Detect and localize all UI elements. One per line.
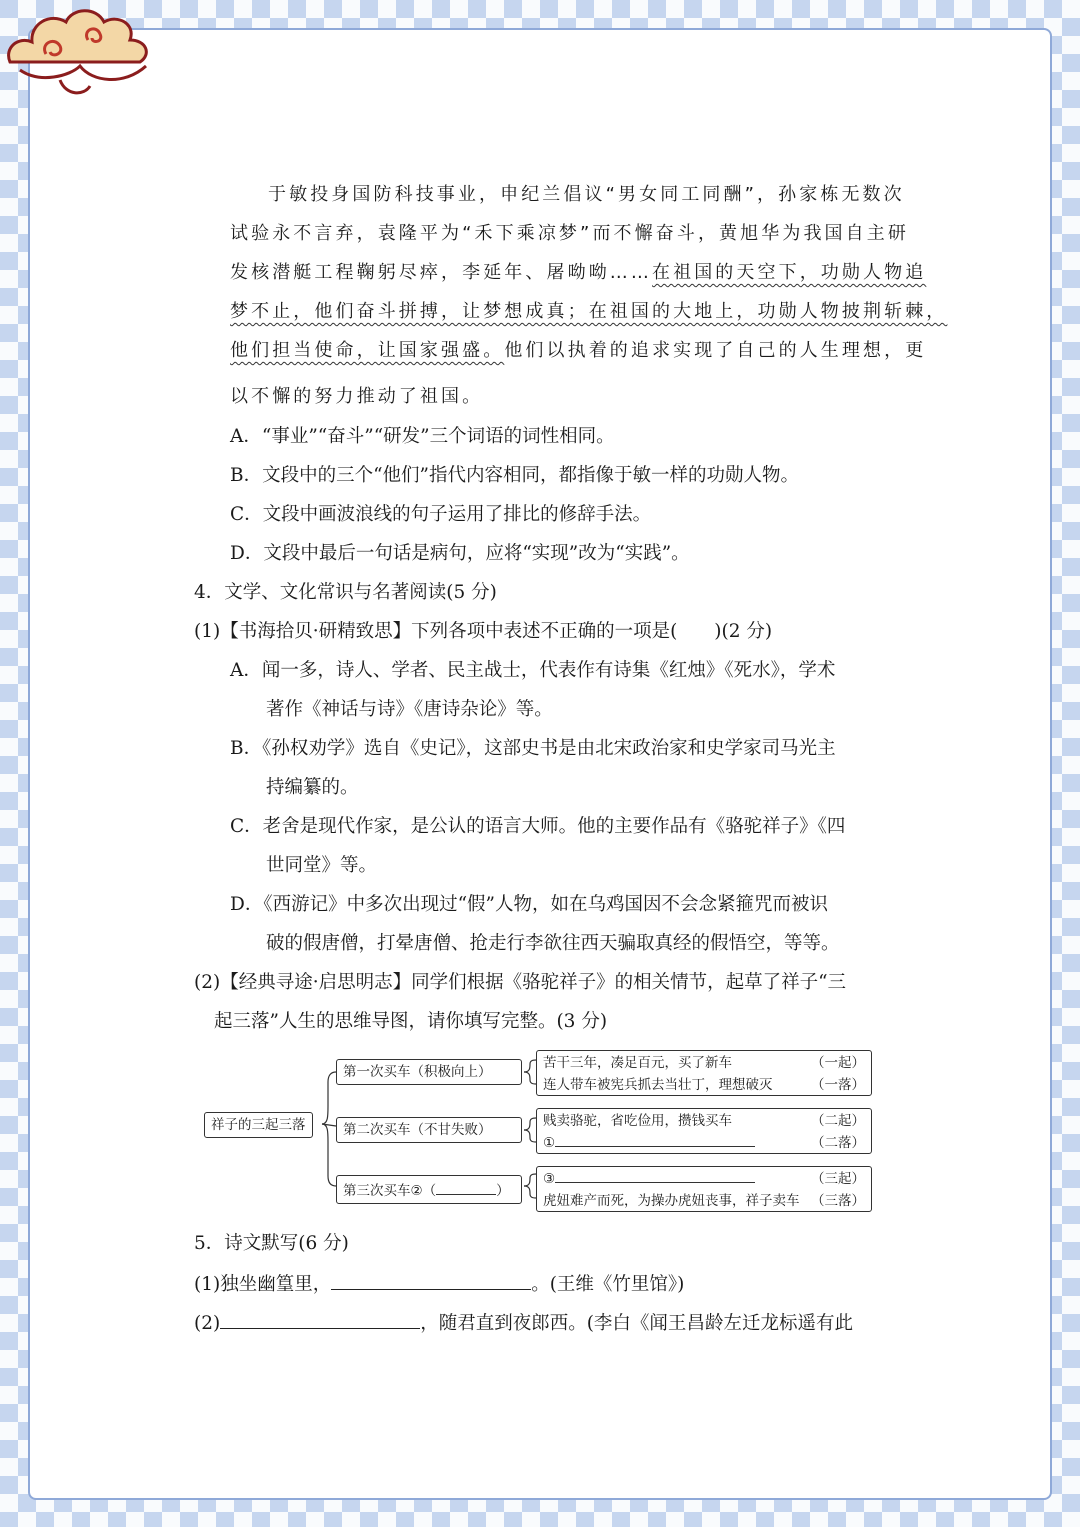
- option-b: B．文段中的三个“他们”指代内容相同，都指像于敏一样的功勋人物。: [230, 465, 800, 486]
- mind-map-detail-2: 贱卖骆驼，省吃俭用，攒钱买车 （二起） ① （二落）: [536, 1108, 872, 1154]
- option-c: C．文段中画波浪线的句子运用了排比的修辞手法。: [230, 504, 652, 525]
- answer-blank[interactable]: [436, 1178, 496, 1195]
- option-a: A．“事业”“奋斗”“研发”三个词语的词性相同。: [230, 426, 615, 447]
- recitation-line-1: (1)独坐幽篁里， 。(王维《竹里馆》): [194, 1271, 684, 1297]
- option-a-cont: 著作《神话与诗》《唐诗杂论》等。: [266, 699, 553, 720]
- option-c: C．老舍是现代作家，是公认的语言大师。他的主要作品有《骆驼祥子》《四: [230, 816, 846, 837]
- option-b-cont: 持编纂的。: [266, 777, 359, 798]
- mind-map-detail-1: 苦干三年，凑足百元，买了新车 （一起） 连人带车被宪兵抓去当壮丁，理想破灭 （一落）: [536, 1050, 872, 1096]
- sub-question: (1)【书海拾贝·研精致思】下列各项中表述不正确的一项是( )(2 分): [194, 621, 773, 642]
- passage-line: 于敏投身国防科技事业，申纪兰倡议“男女同工同酬”，孙家栋无数次: [268, 184, 905, 205]
- question-title: 5．诗文默写(6 分): [194, 1233, 349, 1254]
- auspicious-cloud-icon: [0, 0, 160, 105]
- passage-line: 他们担当使命，让国家强盛。他们以执着的追求实现了自己的人生理想，更: [230, 340, 927, 361]
- question-title: 4．文学、文化常识与名著阅读(5 分): [194, 582, 497, 603]
- mind-map-branch-2: 第二次买车（不甘失败）: [336, 1117, 522, 1143]
- recitation-line-2: (2) ，随君直到夜郎西。(李白《闻王昌龄左迁龙标遥有此: [194, 1310, 853, 1336]
- option-d: D．文段中最后一句话是病句，应将“实现”改为“实践”。: [230, 543, 690, 564]
- passage-line: 试验永不言弃，袁隆平为“禾下乘凉梦”而不懈奋斗，黄旭华为我国自主研: [230, 223, 909, 244]
- mind-map-detail-3: ③ （三起） 虎妞难产而死，为操办虎妞丧事，祥子卖车 （三落）: [536, 1166, 872, 1212]
- answer-blank[interactable]: [555, 1132, 755, 1147]
- option-d-cont: 破的假唐僧，打晕唐僧、抢走行李欲往西天骗取真经的假悟空，等等。: [266, 933, 840, 954]
- mind-map-root: 祥子的三起三落: [204, 1112, 313, 1138]
- passage-line: 以不懈的努力推动了祖国。: [230, 386, 484, 407]
- passage-line: 发核潜艇工程鞠躬尽瘁，李延年、屠呦呦……在祖国的天空下，功勋人物追: [230, 262, 927, 283]
- wavy-underline-text: 梦不止，他们奋斗拼搏，让梦想成真；在祖国的大地上，功勋人物披荆斩棘，: [230, 301, 948, 322]
- mind-map-branch-1: 第一次买车（积极向上）: [336, 1059, 522, 1085]
- sub-question: (2)【经典寻途·启思明志】同学们根据《骆驼祥子》的相关情节，起草了祥子“三: [194, 972, 847, 993]
- option-c-cont: 世同堂》等。: [266, 855, 378, 876]
- answer-blank[interactable]: [331, 1271, 531, 1290]
- option-b: B．《孙权劝学》选自《史记》，这部史书是由北宋政治家和史学家司马光主: [230, 738, 836, 759]
- answer-blank[interactable]: [220, 1310, 420, 1329]
- wavy-underline-text: 他们担当使命，让国家强盛。: [230, 340, 505, 361]
- answer-blank[interactable]: [555, 1168, 755, 1183]
- mind-map-branch-3: 第三次买车②（ ）: [336, 1175, 522, 1204]
- sub-question-cont: 起三落”人生的思维导图，请你填写完整。(3 分): [214, 1011, 608, 1032]
- mind-map: [200, 1046, 880, 1216]
- option-a: A．闻一多，诗人、学者、民主战士，代表作有诗集《红烛》《死水》，学术: [230, 660, 836, 681]
- wavy-underline-text: 在祖国的天空下，功勋人物追: [652, 262, 927, 283]
- option-d: D．《西游记》中多次出现过“假”人物，如在乌鸡国因不会念紧箍咒而被识: [230, 894, 829, 915]
